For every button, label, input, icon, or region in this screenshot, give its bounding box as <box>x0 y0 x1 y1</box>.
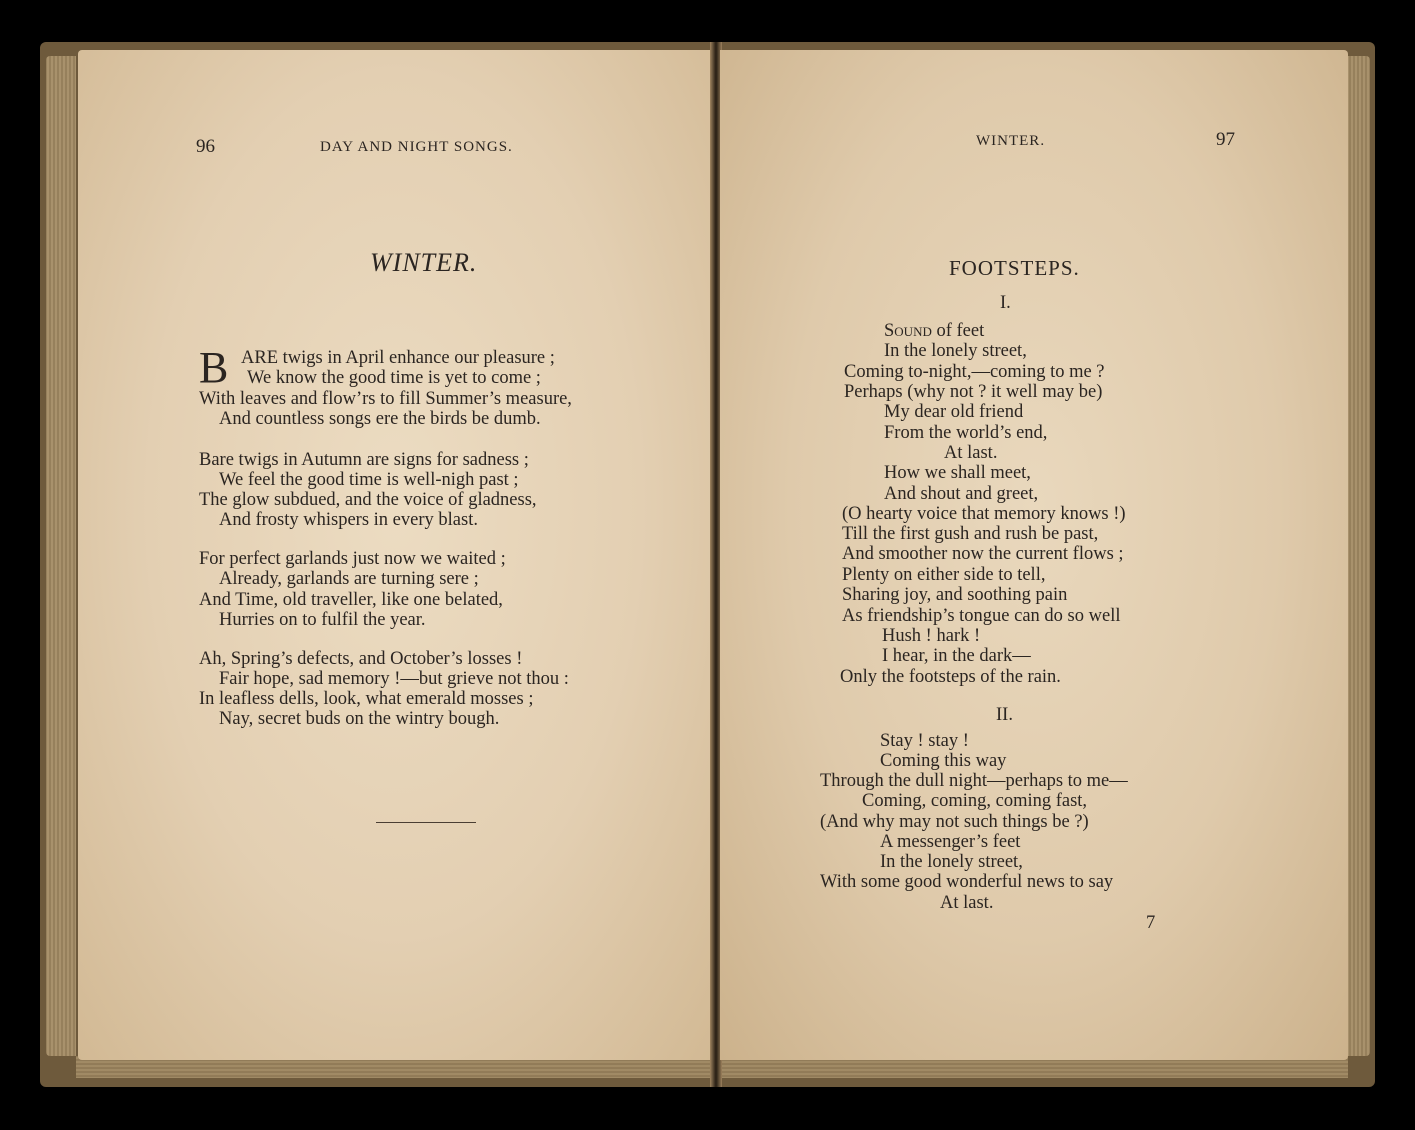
verse-line: Through the dull night—perhaps to me— <box>820 771 1128 791</box>
verse-line: Fair hope, sad memory !—but grieve not thou : <box>219 669 569 689</box>
poem-title: WINTER. <box>370 248 478 277</box>
section-numeral: I. <box>1000 293 1011 313</box>
small-caps-word: Sound <box>884 321 932 341</box>
verse-line: Bare twigs in Autumn are signs for sadness ; <box>199 450 529 470</box>
verse-line: From the world’s end, <box>884 423 1048 443</box>
running-head: WINTER. <box>976 133 1046 149</box>
verse-line: Nay, secret buds on the wintry bough. <box>219 709 500 729</box>
verse-line: And smoother now the current flows ; <box>842 544 1124 564</box>
section-numeral: II. <box>996 705 1013 725</box>
right-page <box>720 50 1348 1060</box>
verse-line: A messenger’s feet <box>880 832 1021 852</box>
signature-mark: 7 <box>1146 913 1156 933</box>
verse-line: In the lonely street, <box>880 852 1023 872</box>
verse-line: Sharing joy, and soothing pain <box>842 585 1068 605</box>
verse-line: Coming to-night,—coming to me ? <box>844 362 1105 382</box>
verse-line: For perfect garlands just now we waited ; <box>199 549 506 569</box>
verse-line: In the lonely street, <box>884 341 1027 361</box>
verse-line: I hear, in the dark— <box>882 646 1031 666</box>
verse-line: At last. <box>940 893 994 913</box>
verse-line: How we shall meet, <box>884 463 1031 483</box>
verse-line: With some good wonderful news to say <box>820 872 1114 892</box>
right-fore-edge <box>1346 56 1370 1056</box>
verse-line: And frosty whispers in every blast. <box>219 510 478 530</box>
verse-line: And shout and greet, <box>884 484 1039 504</box>
verse-line: And countless songs ere the birds be dumb. <box>219 409 541 429</box>
verse-line: We feel the good time is well-nigh past ; <box>219 470 519 490</box>
verse-line-rest: of feet <box>936 321 985 341</box>
verse-line: In leafless dells, look, what emerald mosses ; <box>199 689 534 709</box>
verse-line: ARE twigs in April enhance our pleasure ; <box>241 348 555 368</box>
verse-line: Ah, Spring’s defects, and October’s losses ! <box>199 649 523 669</box>
end-rule <box>376 822 476 823</box>
verse-line: With leaves and flow’rs to fill Summer’s measure, <box>199 389 572 409</box>
verse-line: And Time, old traveller, like one belated, <box>199 590 503 610</box>
verse-line: We know the good time is yet to come ; <box>247 368 541 388</box>
verse-line: Till the first gush and rush be past, <box>842 524 1099 544</box>
verse-line: Hurries on to fulfil the year. <box>219 610 426 630</box>
running-head: DAY AND NIGHT SONGS. <box>320 139 513 155</box>
verse-line: Already, garlands are turning sere ; <box>219 569 479 589</box>
page-number: 96 <box>196 136 215 157</box>
page-number: 97 <box>1216 129 1235 150</box>
verse-line: Only the footsteps of the rain. <box>840 667 1061 687</box>
verse-line: Coming this way <box>880 751 1007 771</box>
open-book <box>40 42 1375 1087</box>
verse-line: (And why may not such things be ?) <box>820 812 1089 832</box>
verse-line: At last. <box>944 443 998 463</box>
poem-title: FOOTSTEPS. <box>949 256 1080 280</box>
verse-line: Hush ! hark ! <box>882 626 981 646</box>
verse-line: (O hearty voice that memory knows !) <box>842 504 1126 524</box>
verse-line: Plenty on either side to tell, <box>842 565 1046 585</box>
verse-line <box>884 321 984 341</box>
verse-line: The glow subdued, and the voice of gladness, <box>199 490 537 510</box>
verse-line: Coming, coming, coming fast, <box>862 791 1088 811</box>
left-fore-edge <box>46 56 76 1056</box>
verse-line: Stay ! stay ! <box>880 731 969 751</box>
verse-line: My dear old friend <box>884 402 1024 422</box>
verse-line: As friendship’s tongue can do so well <box>842 606 1121 626</box>
left-page <box>78 50 712 1060</box>
drop-cap: B <box>199 343 229 392</box>
verse-line: Perhaps (why not ? it well may be) <box>844 382 1103 402</box>
